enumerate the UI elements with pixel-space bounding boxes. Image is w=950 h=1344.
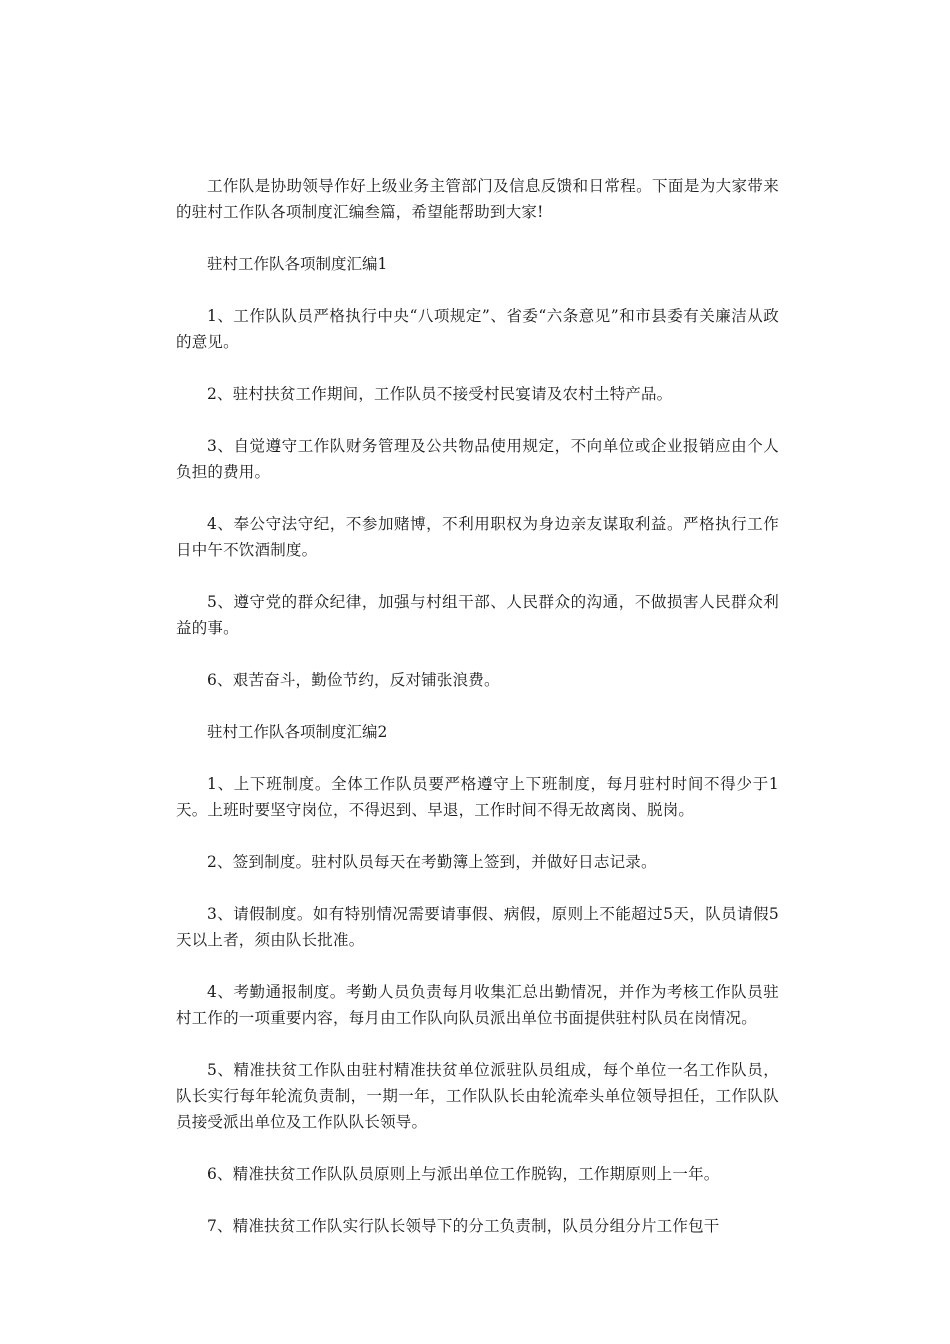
section-2-item-2: 2、签到制度。驻村队员每天在考勤簿上签到，并做好日志记录。 (207, 853, 657, 871)
section-1-item-2: 2、驻村扶贫工作期间，工作队员不接受村民宴请及农村土特产品。 (207, 385, 673, 403)
section-1-title: 驻村工作队各项制度汇编1 (207, 255, 388, 273)
section-1-item-1: 1、工作队队员严格执行中央“八项规定”、省委“六条意见”和市县委有关廉洁从政的意见。 (176, 307, 779, 351)
section-2-item-5: 5、精准扶贫工作队由驻村精准扶贫单位派驻队员组成，每个单位一名工作队员，队长实行每年轮流负责制，一期一年，工作队队长由轮流牵头单位领导担任，工作队队员接受派出单位及工作队队长领导。 (176, 1061, 779, 1131)
section-2-item-6: 6、精准扶贫工作队队员原则上与派出单位工作脱钩，工作期原则上一年。 (207, 1165, 720, 1183)
section-2-item-1: 1、上下班制度。全体工作队员要严格遵守上下班制度，每月驻村时间不得少于1天。上班时要坚守岗位，不得迟到、早退，工作时间不得无故离岗、脱岗。 (176, 775, 779, 819)
section-2-item-7: 7、精准扶贫工作队实行队长领导下的分工负责制，队员分组分片工作包干 (207, 1217, 720, 1235)
section-1-item-6: 6、艰苦奋斗，勤俭节约，反对铺张浪费。 (207, 671, 500, 689)
document-body (176, 173, 779, 1265)
section-1-item-5: 5、遵守党的群众纪律，加强与村组干部、人民群众的沟通，不做损害人民群众利益的事。 (176, 593, 779, 637)
section-1-item-4: 4、奉公守法守纪，不参加赌博，不利用职权为身边亲友谋取利益。严格执行工作日中午不饮酒制度。 (176, 515, 779, 559)
section-2-item-4: 4、考勤通报制度。考勤人员负责每月收集汇总出勤情况，并作为考核工作队员驻村工作的一项重要内容，每月由工作队向队员派出单位书面提供驻村队员在岗情况。 (176, 983, 779, 1027)
section-1-item-3: 3、自觉遵守工作队财务管理及公共物品使用规定，不向单位或企业报销应由个人负担的费用。 (176, 437, 779, 481)
intro-paragraph: 工作队是协助领导作好上级业务主管部门及信息反馈和日常程。下面是为大家带来的驻村工作队各项制度汇编叁篇，希望能帮助到大家! (176, 177, 779, 221)
section-2-title: 驻村工作队各项制度汇编2 (207, 723, 388, 741)
section-2-item-3: 3、请假制度。如有特别情况需要请事假、病假，原则上不能超过5天，队员请假5天以上者，须由队长批准。 (176, 905, 779, 949)
